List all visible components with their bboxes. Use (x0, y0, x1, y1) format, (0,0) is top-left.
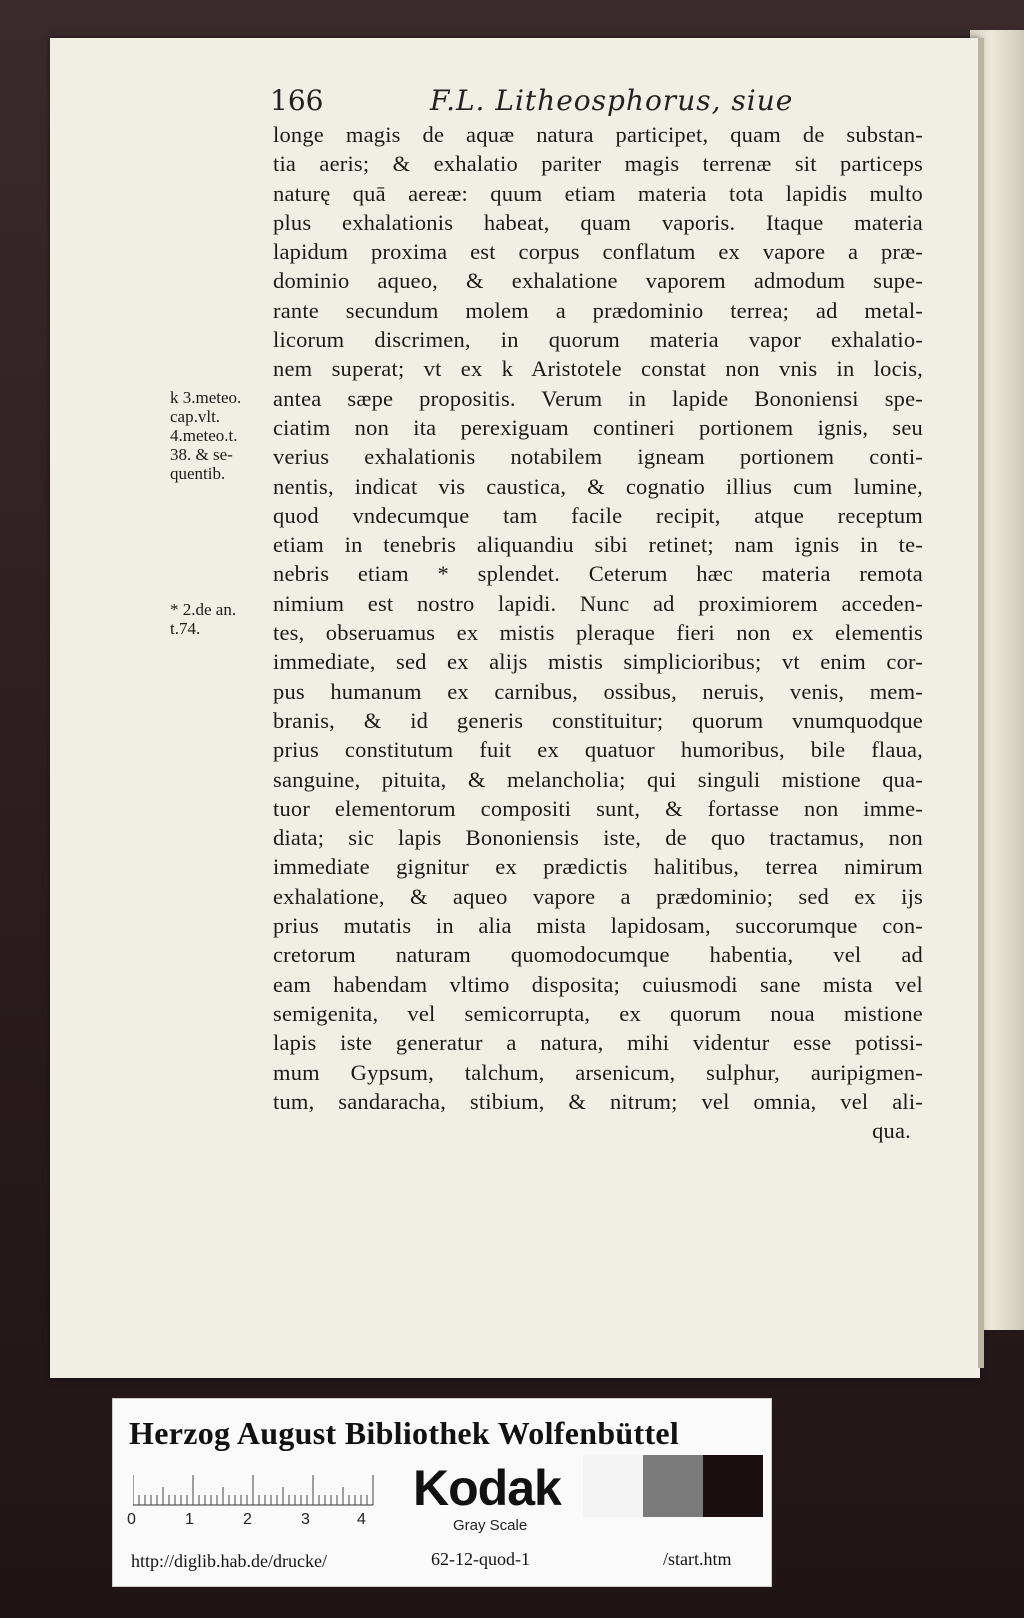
text-line: qua. (872, 1118, 911, 1144)
text-line: semigenita, vel semicorrupta, ex quorum noua mistione (273, 1000, 923, 1026)
text-line: rante secundum molem a prædominio terrea; ad metal- (273, 297, 923, 323)
text-line: licorum discrimen, in quorum materia vapor exhalatio- (273, 327, 923, 353)
margin-note-line: cap.vlt. (170, 407, 221, 426)
margin-note-line: 38. & se- (170, 445, 233, 464)
library-color-target (112, 1398, 772, 1587)
running-title: F.L. Litheosphorus, siue (430, 84, 794, 117)
text-line: tia aeris; & exhalatio pariter magis terrenæ sit particeps (273, 151, 923, 177)
text-line: eam habendam vltimo disposita; cuiusmodi sane mista vel (273, 971, 923, 997)
text-line: naturę quā aereæ: quum etiam materia tota lapidis multo (273, 180, 923, 206)
swatch-white (583, 1455, 643, 1517)
text-line: verius exhalationis notabilem igneam portionem conti- (273, 444, 923, 470)
text-line: immediate gignitur ex prædictis halitibus, terrea nimirum (273, 854, 923, 880)
text-line: lapidum proxima est corpus conflatum ex vapore a præ- (273, 239, 923, 265)
margin-note-line: t.74. (170, 619, 201, 638)
margin-note-k (170, 388, 270, 483)
library-name: Herzog August Bibliothek Wolfenbüttel (129, 1415, 680, 1451)
text-line: tum, sandaracha, stibium, & nitrum; vel omnia, vel ali- (273, 1088, 923, 1114)
text-line: tes, obseruamus ex mistis pleraque fieri non ex elementis (273, 620, 923, 646)
swatch-black (703, 1455, 763, 1517)
gray-swatches (583, 1455, 763, 1517)
ruler-scale (133, 1467, 383, 1507)
ruler-number: 3 (301, 1511, 310, 1528)
margin-note-line: k 3.meteo. (170, 388, 242, 407)
gray-scale-label: Gray Scale (453, 1517, 528, 1534)
margin-note-star (170, 600, 270, 638)
text-line: lapis iste generatur a natura, mihi videntur esse potissi- (273, 1030, 923, 1056)
text-line: dominio aqueo, & exhalatione vaporem admodum supe- (273, 268, 923, 294)
margin-note-line: * 2.de an. (170, 600, 237, 619)
swatch-gray (643, 1455, 703, 1517)
body-text (273, 120, 923, 1145)
text-line: etiam in tenebris aliquandiu sibi retinet; nam ignis in te- (273, 532, 923, 558)
text-line: ciatim non ita perexiguam contineri portionem ignis, seu (273, 414, 923, 440)
library-url: http://diglib.hab.de/drucke/ (131, 1551, 327, 1571)
ruler-number: 0 (127, 1511, 136, 1528)
text-line: diata; sic lapis Bononiensis iste, de quo tractamus, non (273, 825, 923, 851)
text-line: immediate, sed ex alijs mistis simplicioribus; vt enim cor- (273, 649, 923, 675)
text-line: exhalatione, & aqueo vapore a prædominio; sed ex ijs (273, 883, 923, 909)
ruler-number: 1 (185, 1511, 194, 1528)
page-gutter-shadow (978, 38, 984, 1368)
text-line: nebris etiam * splendet. Ceterum hæc materia remota (273, 561, 923, 587)
text-line: plus exhalationis habeat, quam vaporis. Itaque materia (273, 209, 923, 235)
text-line: quod vndecumque tam facile recipit, atque receptum (273, 502, 923, 528)
text-line: cretorum naturam quomodocumque habentia, vel ad (273, 942, 923, 968)
text-line: sanguine, pituita, & melancholia; qui singuli mistione qua- (273, 766, 923, 792)
margin-note-line: quentib. (170, 464, 226, 483)
ruler-number: 2 (243, 1511, 252, 1528)
text-line: prius mutatis in alia mista lapidosam, succorumque con- (273, 913, 923, 939)
text-line: branis, & id generis constituitur; quorum vnumquodque (273, 707, 923, 733)
text-line: prius constitutum fuit ex quatuor humoribus, bile flaua, (273, 737, 923, 763)
url-suffix: /start.htm (663, 1549, 732, 1569)
text-line: antea sæpe propositis. Verum in lapide Bononiensi spe- (273, 385, 923, 411)
text-line: pus humanum ex carnibus, ossibus, neruis, venis, mem- (273, 678, 923, 704)
ruler-number: 4 (357, 1511, 366, 1528)
shelfmark: 62-12-quod-1 (431, 1549, 530, 1569)
text-line: nimium est nostro lapidi. Nunc ad proximiorem acceden- (273, 590, 923, 616)
kodak-logo: Kodak (413, 1460, 561, 1516)
page-number: 166 (270, 84, 324, 117)
text-line: longe magis de aquæ natura participet, quam de substan- (273, 122, 923, 147)
text-line: nentis, indicat vis caustica, & cognatio illius cum lumine, (273, 473, 923, 499)
margin-note-line: 4.meteo.t. (170, 426, 238, 445)
text-line: mum Gypsum, talchum, arsenicum, sulphur, auripigmen- (273, 1059, 923, 1085)
text-line: tuor elementorum compositi sunt, & fortasse non imme- (273, 795, 923, 821)
text-line: nem superat; vt ex k Aristotele constat non vnis in locis, (273, 356, 923, 382)
